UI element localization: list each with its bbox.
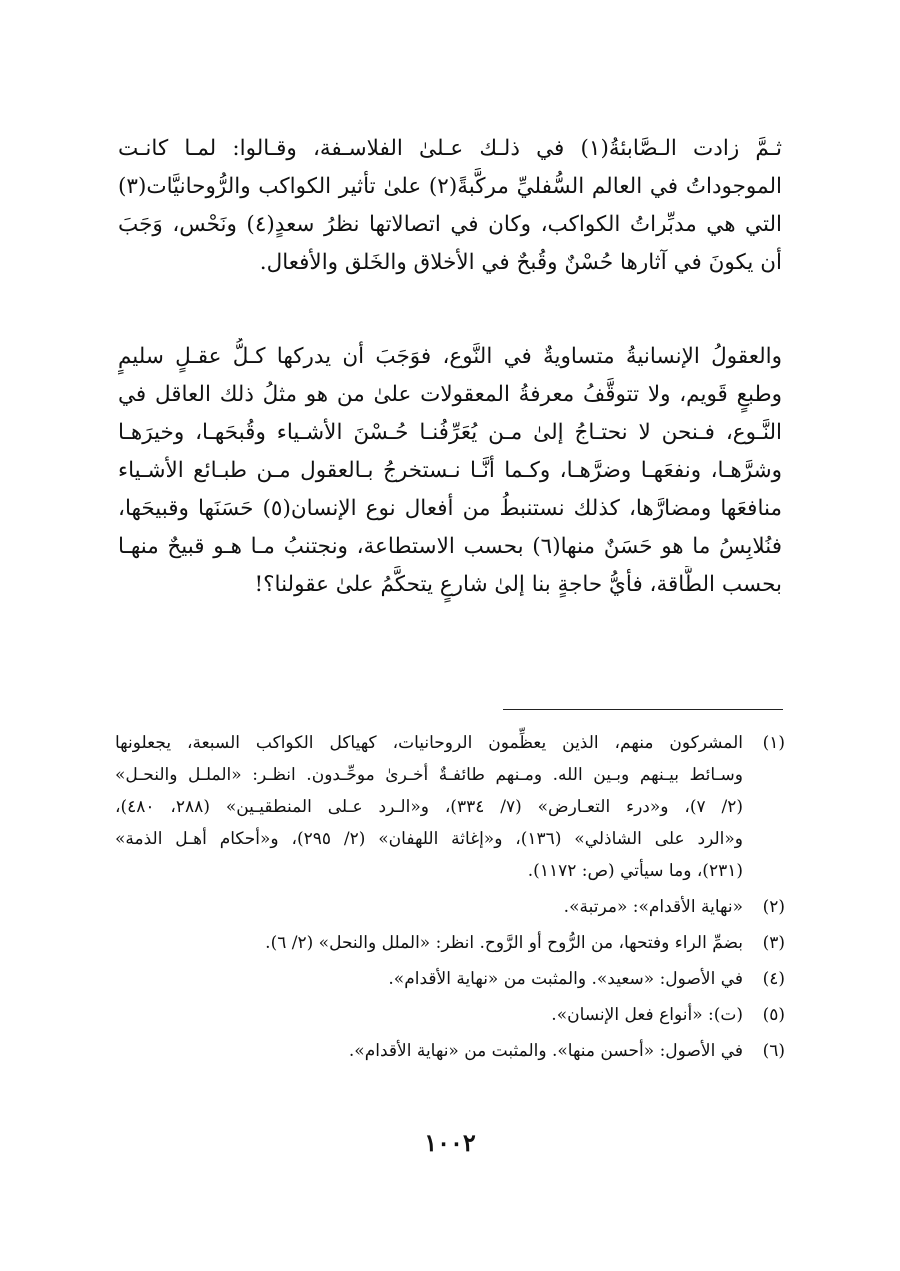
footnote-number: (٤) <box>762 969 785 989</box>
text-line: والعقولُ الإنسانيةُ متساويةٌ في النَّوع، فوَجَبَ أن يدركها كـلُّ عقـلٍ سليمٍ <box>118 344 782 369</box>
text-line: وطبعٍ قَويم، ولا تتوقَّفُ معرفةُ المعقولات علىٰ من هو مثلُ ذلك العاقل في <box>118 382 782 407</box>
footnote-number: (١) <box>762 733 785 753</box>
text-line: التي هي مدبِّراتُ الكواكب، وكان في اتصالاتها نظرُ سعدٍ(٤) ونَحْس، وَجَبَ <box>118 212 782 237</box>
footnote-body <box>115 999 743 1031</box>
text-line: النَّـوع، فـنحن لا نحتـاجُ إلىٰ مـن يُعَرِّفُنـا حُـسْنَ الأشـياء وقُبحَهـا، وخيرَهـا <box>118 420 782 445</box>
footnote-4 <box>115 963 785 995</box>
footnote-line: في الأصول: «سعيد». والمثبت من «نهاية الأقدام». <box>388 969 743 989</box>
footnote-line: (٢/ ٧)، و«درء التعـارض» (٧/ ٣٣٤)، و«الـرد عـلى المنطقيـين» (٢٨٨، ٤٨٠)، <box>115 797 743 817</box>
footnote-body <box>115 927 743 959</box>
text-line: ثـمَّ زادت الـصَّابئةُ(١) في ذلـك عـلىٰ الفلاسـفة، وقـالوا: لمـا كانـت <box>118 136 782 161</box>
footnote-body <box>115 891 743 923</box>
main-paragraph-1 <box>118 130 782 282</box>
footnote-line: (٢٣١)، وما سيأتي (ص: ١١٧٢). <box>527 861 743 881</box>
text-line: أن يكونَ في آثارها حُسْنٌ وقُبحٌ في الأخلاق والخَلق والأفعال. <box>259 250 782 275</box>
footnote-body <box>115 1035 743 1067</box>
text-line: منافعَها ومضارَّها، كذلك نستنبطُ من أفعال نوع الإنسان(٥) حَسَنَها وقبيحَها، <box>118 496 782 521</box>
footnote-line: (ت): «أنواع فعل الإنسان». <box>551 1005 743 1025</box>
footnote-number: (٦) <box>762 1041 785 1061</box>
footnote-line: «نهاية الأقدام»: «مرتبة». <box>563 897 743 917</box>
page-number: ١٠٠٢ <box>424 1128 476 1157</box>
footnote-5 <box>115 999 785 1031</box>
footnote-6 <box>115 1035 785 1067</box>
footnote-number: (٢) <box>762 897 785 917</box>
footnote-body <box>115 963 743 995</box>
footnote-line: وسـائط بيـنهم وبـين الله. ومـنهم طائفـةٌ أخـرىٰ موحِّـدون. انظـر: «الملـل والنحـل» <box>115 765 743 785</box>
footnote-3 <box>115 927 785 959</box>
text-line: فنُلابِسُ ما هو حَسَنٌ منها(٦) بحسب الاستطاعة، ونجتنبُ مـا هـو قبيحٌ منهـا <box>118 534 782 559</box>
text-line: الموجوداتُ في العالم السُّفليِّ مركَّبةً(٢) علىٰ تأثير الكواكب والرُّوحانيَّات(٣) <box>118 174 782 199</box>
footnote-line: بضمِّ الراء وفتحها، من الرُّوح أو الرَّوح. انظر: «الملل والنحل» (٢/ ٦). <box>265 933 743 953</box>
footnote-line: في الأصول: «أحسن منها». والمثبت من «نهاية الأقدام». <box>348 1041 743 1061</box>
main-paragraph-2 <box>118 338 782 604</box>
footnote-2 <box>115 891 785 923</box>
footnote-line: و«الرد على الشاذلي» (١٣٦)، و«إغاثة اللهفان» (٢/ ٢٩٥)، و«أحكام أهـل الذمة» <box>115 829 743 849</box>
text-line: وشرَّهـا، ونفعَهـا وضرَّهـا، وكـما أنَّـا نـستخرجُ بـالعقول مـن طبـائع الأشـياء <box>118 458 782 483</box>
footnotes-section <box>115 727 785 1067</box>
footnote-divider <box>503 709 783 710</box>
footnote-line: المشركون منهم، الذين يعظِّمون الروحانيات، كهياكل الكواكب السبعة، يجعلونها <box>115 733 743 753</box>
footnote-number: (٣) <box>762 933 785 953</box>
footnote-body <box>115 727 743 887</box>
footnote-1 <box>115 727 785 887</box>
footnote-number: (٥) <box>762 1005 785 1025</box>
text-line: بحسب الطَّاقة، فأيُّ حاجةٍ بنا إلىٰ شارعٍ يتحكَّمُ علىٰ عقولنا؟! <box>254 572 782 597</box>
